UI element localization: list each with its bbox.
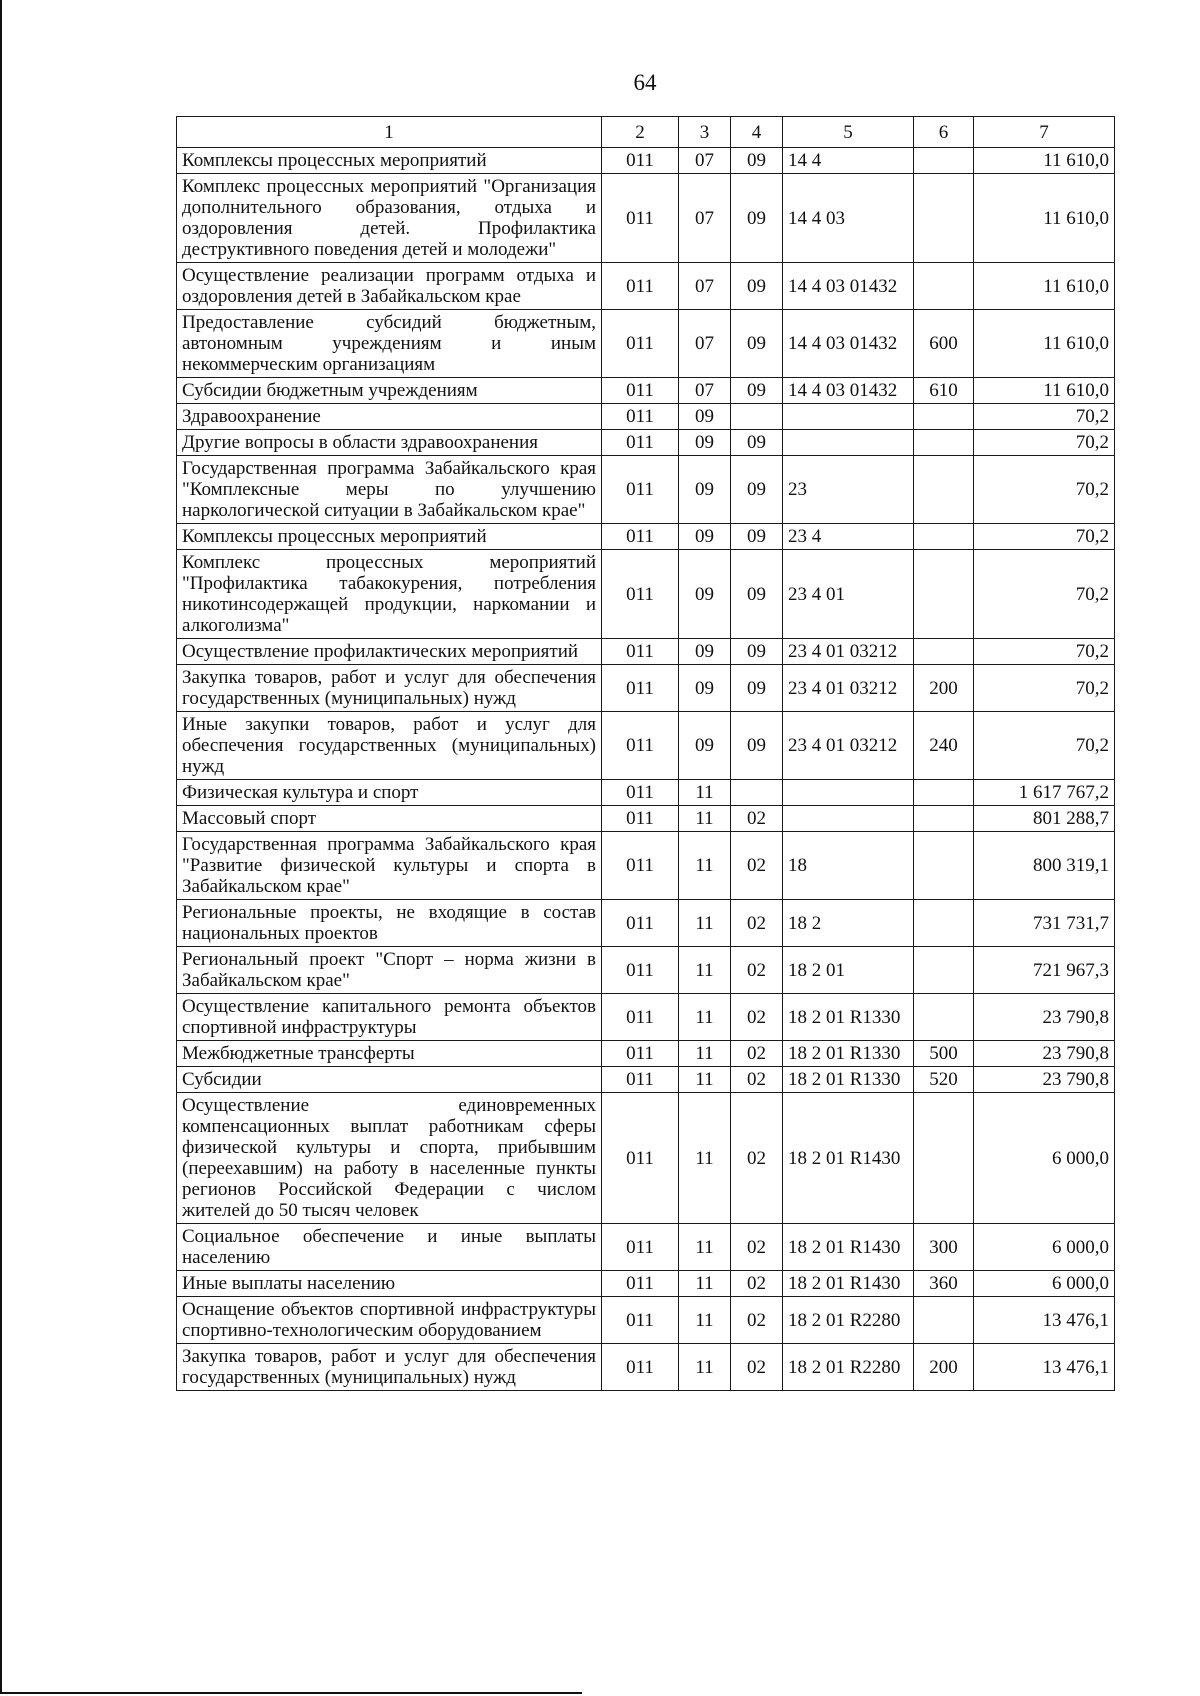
target-article-cell: 18 2 01 R2280 [783,1297,914,1344]
subsection-cell: 09 [731,310,783,378]
row-name-cell: Закупка товаров, работ и услуг для обеспечения государственных (муниципальных) нужд [177,1344,602,1391]
row-name-cell: Другие вопросы в области здравоохранения [177,430,602,456]
row-name-cell: Осуществление капитального ремонта объектов спортивной инфраструктуры [177,994,602,1041]
target-article-cell: 14 4 03 01432 [783,378,914,404]
expense-type-cell [914,404,974,430]
amount-cell: 23 790,8 [974,1067,1115,1093]
target-article-cell: 18 2 [783,900,914,947]
amount-cell: 70,2 [974,712,1115,780]
table-row [177,832,1115,900]
section-cell: 11 [679,1344,731,1391]
target-article-cell [783,430,914,456]
row-name-cell: Массовый спорт [177,806,602,832]
target-article-cell [783,404,914,430]
row-name-cell: Субсидии [177,1067,602,1093]
amount-cell: 70,2 [974,665,1115,712]
row-name-cell: Осуществление реализации программ отдыха и оздоровления детей в Забайкальском крае [177,263,602,310]
row-name-cell: Комплекс процессных мероприятий "Организация дополнительного образования, отдыха и оздоровления детей. Профилактика деструктивного поведения детей и молодежи" [177,174,602,263]
expense-type-cell: 200 [914,1344,974,1391]
column-header: 4 [731,117,783,148]
ministry-code-cell: 011 [602,1344,679,1391]
ministry-code-cell: 011 [602,712,679,780]
page-number: 64 [633,70,657,95]
expense-type-cell: 520 [914,1067,974,1093]
amount-cell: 13 476,1 [974,1297,1115,1344]
ministry-code-cell: 011 [602,404,679,430]
section-cell: 09 [679,430,731,456]
amount-cell: 731 731,7 [974,900,1115,947]
row-name-cell: Здравоохранение [177,404,602,430]
row-name-cell: Региональный проект "Спорт – норма жизни в Забайкальском крае" [177,947,602,994]
subsection-cell: 09 [731,712,783,780]
ministry-code-cell: 011 [602,310,679,378]
target-article-cell: 14 4 03 [783,174,914,263]
expense-type-cell [914,639,974,665]
table-row [177,148,1115,174]
expense-type-cell [914,148,974,174]
subsection-cell: 09 [731,430,783,456]
table-row [177,1224,1115,1271]
amount-cell: 70,2 [974,550,1115,639]
table-row [177,1297,1115,1344]
table-row [177,665,1115,712]
section-cell: 11 [679,780,731,806]
amount-cell: 800 319,1 [974,832,1115,900]
section-cell: 11 [679,806,731,832]
amount-cell: 11 610,0 [974,148,1115,174]
target-article-cell: 18 2 01 R1330 [783,1067,914,1093]
row-name-cell: Государственная программа Забайкальского края "Развитие физической культуры и спорта в Забайкальском крае" [177,832,602,900]
table-row [177,806,1115,832]
row-name-cell: Закупка товаров, работ и услуг для обеспечения государственных (муниципальных) нужд [177,665,602,712]
row-name-cell: Комплексы процессных мероприятий [177,524,602,550]
expense-type-cell [914,994,974,1041]
subsection-cell [731,780,783,806]
row-name-cell: Физическая культура и спорт [177,780,602,806]
table-row [177,1344,1115,1391]
subsection-cell: 02 [731,947,783,994]
target-article-cell: 18 2 01 R1430 [783,1093,914,1224]
table-row [177,712,1115,780]
subsection-cell: 09 [731,174,783,263]
target-article-cell: 14 4 03 01432 [783,310,914,378]
expense-type-cell: 240 [914,712,974,780]
ministry-code-cell: 011 [602,430,679,456]
amount-cell: 1 617 767,2 [974,780,1115,806]
amount-cell: 70,2 [974,524,1115,550]
subsection-cell: 09 [731,456,783,524]
amount-cell: 6 000,0 [974,1093,1115,1224]
section-cell: 09 [679,712,731,780]
ministry-code-cell: 011 [602,148,679,174]
target-article-cell [783,806,914,832]
section-cell: 09 [679,665,731,712]
target-article-cell: 23 4 [783,524,914,550]
table-row [177,780,1115,806]
column-header: 7 [974,117,1115,148]
section-cell: 09 [679,524,731,550]
expense-type-cell: 360 [914,1271,974,1297]
amount-cell: 721 967,3 [974,947,1115,994]
amount-cell: 70,2 [974,430,1115,456]
row-name-cell: Оснащение объектов спортивной инфраструктуры спортивно-технологическим оборудованием [177,1297,602,1344]
ministry-code-cell: 011 [602,947,679,994]
row-name-cell: Региональные проекты, не входящие в состав национальных проектов [177,900,602,947]
row-name-cell: Межбюджетные трансферты [177,1041,602,1067]
ministry-code-cell: 011 [602,524,679,550]
expense-type-cell: 600 [914,310,974,378]
table-body [177,148,1115,1391]
table-row [177,1067,1115,1093]
ministry-code-cell: 011 [602,806,679,832]
table-row [177,900,1115,947]
table-row [177,430,1115,456]
expense-type-cell [914,550,974,639]
target-article-cell: 14 4 [783,148,914,174]
ministry-code-cell: 011 [602,456,679,524]
subsection-cell: 02 [731,1093,783,1224]
table-row [177,639,1115,665]
target-article-cell: 23 4 01 03212 [783,665,914,712]
row-name-cell: Социальное обеспечение и иные выплаты населению [177,1224,602,1271]
target-article-cell: 18 2 01 R1430 [783,1271,914,1297]
table-row [177,456,1115,524]
expense-type-cell [914,832,974,900]
section-cell: 09 [679,639,731,665]
section-cell: 09 [679,550,731,639]
scan-edge-bottom [0,1692,582,1694]
expense-type-cell [914,947,974,994]
subsection-cell: 09 [731,378,783,404]
ministry-code-cell: 011 [602,900,679,947]
target-article-cell: 23 4 01 03212 [783,712,914,780]
table-row [177,994,1115,1041]
table-row [177,1093,1115,1224]
target-article-cell [783,780,914,806]
expense-type-cell [914,263,974,310]
section-cell: 11 [679,1224,731,1271]
section-cell: 11 [679,1297,731,1344]
header-row [177,117,1115,148]
ministry-code-cell: 011 [602,780,679,806]
subsection-cell: 02 [731,900,783,947]
column-header: 2 [602,117,679,148]
target-article-cell: 23 4 01 03212 [783,639,914,665]
amount-cell: 13 476,1 [974,1344,1115,1391]
row-name-cell: Осуществление единовременных компенсационных выплат работникам сферы физической культуры и спорта, прибывшим (переехавшим) на работу в населенные пункты регионов Российской Федерации с числом жителей до 50 тысяч человек [177,1093,602,1224]
scan-edge-left [0,0,2,1692]
column-header: 6 [914,117,974,148]
ministry-code-cell: 011 [602,378,679,404]
table-row [177,1271,1115,1297]
expense-type-cell [914,456,974,524]
ministry-code-cell: 011 [602,832,679,900]
ministry-code-cell: 011 [602,263,679,310]
target-article-cell: 18 [783,832,914,900]
target-article-cell: 18 2 01 R1430 [783,1224,914,1271]
column-header: 5 [783,117,914,148]
target-article-cell: 23 [783,456,914,524]
subsection-cell: 02 [731,1344,783,1391]
table-row [177,1041,1115,1067]
expense-type-cell [914,524,974,550]
expense-type-cell [914,806,974,832]
amount-cell: 6 000,0 [974,1224,1115,1271]
section-cell: 07 [679,310,731,378]
section-cell: 11 [679,1093,731,1224]
section-cell: 11 [679,1271,731,1297]
target-article-cell: 14 4 03 01432 [783,263,914,310]
row-name-cell: Предоставление субсидий бюджетным, автономным учреждениям и иным некоммерческим организациям [177,310,602,378]
subsection-cell: 09 [731,263,783,310]
expense-type-cell: 300 [914,1224,974,1271]
amount-cell: 6 000,0 [974,1271,1115,1297]
table-row [177,947,1115,994]
expense-type-cell [914,1297,974,1344]
subsection-cell: 02 [731,994,783,1041]
target-article-cell: 23 4 01 [783,550,914,639]
amount-cell: 11 610,0 [974,310,1115,378]
section-cell: 11 [679,1041,731,1067]
ministry-code-cell: 011 [602,1271,679,1297]
amount-cell: 11 610,0 [974,174,1115,263]
row-name-cell: Комплекс процессных мероприятий "Профилактика табакокурения, потребления никотинсодержащей продукции, наркомании и алкоголизма" [177,550,602,639]
section-cell: 11 [679,900,731,947]
target-article-cell: 18 2 01 R1330 [783,994,914,1041]
table-row [177,378,1115,404]
amount-cell: 11 610,0 [974,378,1115,404]
section-cell: 11 [679,947,731,994]
row-name-cell: Государственная программа Забайкальского края "Комплексные меры по улучшению наркологической ситуации в Забайкальском крае" [177,456,602,524]
row-name-cell: Субсидии бюджетным учреждениям [177,378,602,404]
row-name-cell: Иные выплаты населению [177,1271,602,1297]
expense-type-cell [914,900,974,947]
subsection-cell: 02 [731,1041,783,1067]
amount-cell: 801 288,7 [974,806,1115,832]
ministry-code-cell: 011 [602,1093,679,1224]
expense-type-cell [914,1093,974,1224]
budget-table [176,116,1115,1391]
ministry-code-cell: 011 [602,1224,679,1271]
target-article-cell: 18 2 01 R1330 [783,1041,914,1067]
subsection-cell: 09 [731,524,783,550]
row-name-cell: Комплексы процессных мероприятий [177,148,602,174]
table-row [177,263,1115,310]
section-cell: 11 [679,832,731,900]
subsection-cell [731,404,783,430]
subsection-cell: 02 [731,1224,783,1271]
subsection-cell: 02 [731,806,783,832]
ministry-code-cell: 011 [602,665,679,712]
subsection-cell: 09 [731,550,783,639]
section-cell: 07 [679,174,731,263]
subsection-cell: 02 [731,1067,783,1093]
section-cell: 07 [679,148,731,174]
subsection-cell: 02 [731,1297,783,1344]
table-row [177,174,1115,263]
ministry-code-cell: 011 [602,639,679,665]
ministry-code-cell: 011 [602,1297,679,1344]
target-article-cell: 18 2 01 [783,947,914,994]
ministry-code-cell: 011 [602,1067,679,1093]
row-name-cell: Осуществление профилактических мероприятий [177,639,602,665]
amount-cell: 70,2 [974,456,1115,524]
subsection-cell: 09 [731,665,783,712]
column-header: 1 [177,117,602,148]
expense-type-cell: 610 [914,378,974,404]
expense-type-cell [914,174,974,263]
ministry-code-cell: 011 [602,994,679,1041]
table-row [177,310,1115,378]
amount-cell: 70,2 [974,639,1115,665]
section-cell: 09 [679,404,731,430]
table-row [177,524,1115,550]
ministry-code-cell: 011 [602,550,679,639]
expense-type-cell [914,780,974,806]
subsection-cell: 09 [731,639,783,665]
ministry-code-cell: 011 [602,174,679,263]
subsection-cell: 09 [731,148,783,174]
amount-cell: 11 610,0 [974,263,1115,310]
section-cell: 07 [679,263,731,310]
table-row [177,404,1115,430]
section-cell: 11 [679,994,731,1041]
section-cell: 11 [679,1067,731,1093]
expense-type-cell [914,430,974,456]
target-article-cell: 18 2 01 R2280 [783,1344,914,1391]
table-row [177,550,1115,639]
expense-type-cell: 500 [914,1041,974,1067]
amount-cell: 23 790,8 [974,1041,1115,1067]
subsection-cell: 02 [731,832,783,900]
section-cell: 07 [679,378,731,404]
ministry-code-cell: 011 [602,1041,679,1067]
subsection-cell: 02 [731,1271,783,1297]
column-header: 3 [679,117,731,148]
row-name-cell: Иные закупки товаров, работ и услуг для обеспечения государственных (муниципальных) нужд [177,712,602,780]
expense-type-cell: 200 [914,665,974,712]
amount-cell: 23 790,8 [974,994,1115,1041]
section-cell: 09 [679,456,731,524]
amount-cell: 70,2 [974,404,1115,430]
